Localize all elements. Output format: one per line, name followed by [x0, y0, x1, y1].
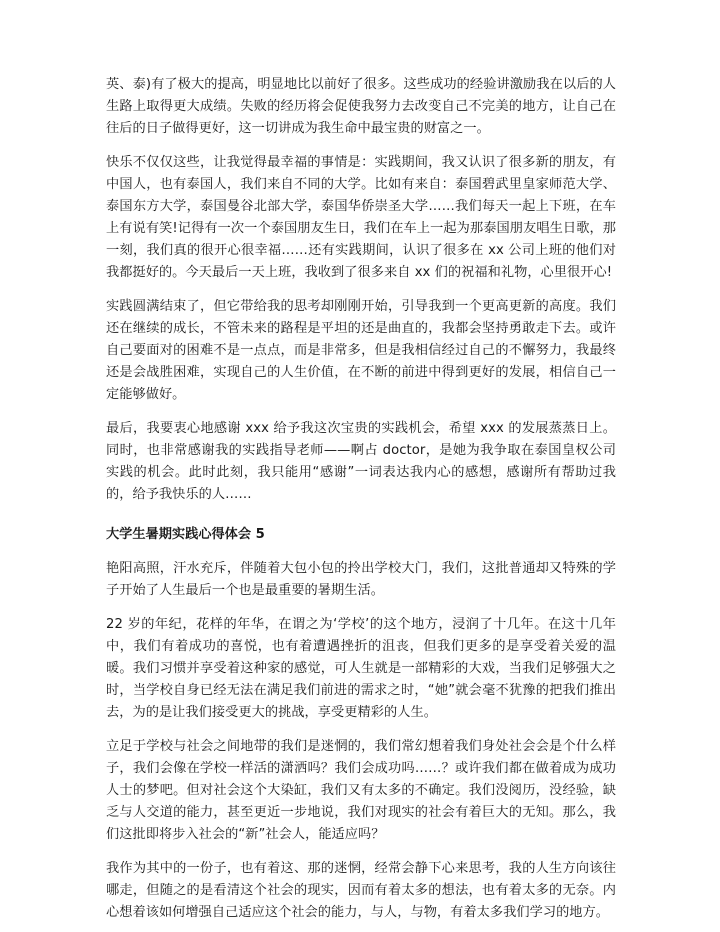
paragraph-achievements: 英、泰)有了极大的提高，明显地比以前好了很多。这些成功的经验讲激励我在以后的人生路上取得更大成绩。失败的经历将会促使我努力去改变自己不完美的地方，让自己在往后的日子做得更好，这一切讲成为我生命中最宝贵的财富之一。: [106, 77, 616, 136]
section-spacer: [106, 506, 616, 524]
paragraph-spacer: [106, 846, 616, 858]
paragraph-spacer: [106, 724, 616, 736]
paragraph-conclusion: 实践圆满结束了，但它带给我的思考却刚刚开始，引导我到一个更高更新的高度。我们还在继续的成长，不管未来的路程是平坦的还是曲直的，我都会坚持勇敢走下去。或许自己要面对的困难不是一点点，而是非常多，但是我相信经过自己的不懈努力，我最终还是会战胜困难，实现自己的人生价值，在不断的前进中得到更好的发展，相信自己一定能够做好。: [106, 299, 616, 402]
paragraph-spacer: [106, 140, 616, 152]
section-heading: 大学生暑期实践心得体会 5: [106, 527, 265, 542]
paragraph-friends: 快乐不仅仅这些，让我觉得最幸福的事情是：实践期间，我又认识了很多新的朋友，有中国人，也有泰国人，我们来自不同的大学。比如有来自：泰国碧武里皇家师范大学、泰国东方大学，泰国曼谷北部大学，泰国华侨崇圣大学……我们每天一起上下班，在车上有说有笑!记得有一次一个泰国朋友生日，我们在车上一起为那泰国朋友唱生日歌，那一刻，我们真的很开心很幸福……还有实践期间，认识了很多在 xx 公司上班的他们对我都挺好的。今天最后一天上班，我收到了很多来自 xx 们的祝福和礼物，心里很开心!: [106, 155, 616, 280]
paragraph-intro: 艳阳高照，汗水充斥，伴随着大包小包的拎出学校大门，我们，这批普通却又特殊的学子开始了人生最后一个也是最重要的暑期生活。: [106, 561, 616, 598]
paragraph-spacer: [106, 284, 616, 296]
paragraph-age: 22 岁的年纪，花样的年华，在谓之为‘学校’的这个地方，浸润了十几年。在这十几年中，我们有着成功的喜悦，也有着遭遇挫折的沮丧，但我们更多的是享受着关爱的温暖。我们习惯并享受着这种家的感觉，可人生就是一部精彩的大戏，当我们足够强大之时，当学校自身已经无法在满足我们前进的需求之时，“她”就会毫不犹豫的把我们推出去，为的是让我们接受更大的挑战，享受更精彩的人生。: [106, 617, 616, 720]
paragraph-spacer: [106, 406, 616, 418]
paragraph-spacer: [106, 602, 616, 614]
paragraph-spacer: [106, 546, 616, 558]
paragraph-thanks: 最后，我要衷心地感谢 xxx 给予我这次宝贵的实践机会，希望 xxx 的发展蒸蒸日上。同时，也非常感谢我的实践指导老师——啊占 doctor，是她为我争取在泰国皇权公司实践的机会。此时此刻，我只能用“感谢”一词表达我内心的感想，感谢所有帮助过我的，给予我快乐的人……: [106, 421, 616, 502]
paragraph-society: 立足于学校与社会之间地带的我们是迷惘的，我们常幻想着我们身处社会会是个什么样子，我们会像在学校一样活的潇洒吗？我们会成功吗……？或许我们都在做着成为成功人士的梦吧。但对社会这个大染缸，我们又有太多的不确定。我们没阅历，没经验，缺乏与人交道的能力，甚至更近一步地说，我们对现实的社会有着巨大的无知。那么，我们这批即将步入社会的“新”社会人，能适应吗？: [106, 739, 616, 842]
paragraph-reflection: 我作为其中的一份子，也有着这、那的迷惘，经常会静下心来思考，我的人生方向该往哪走，但随之的是看清这个社会的现实，因而有着太多的想法，也有着太多的无奈。内心想着该如何增强自己适应这个社会的能力，与人，与物，有着太多我们学习的地方。: [106, 861, 616, 920]
